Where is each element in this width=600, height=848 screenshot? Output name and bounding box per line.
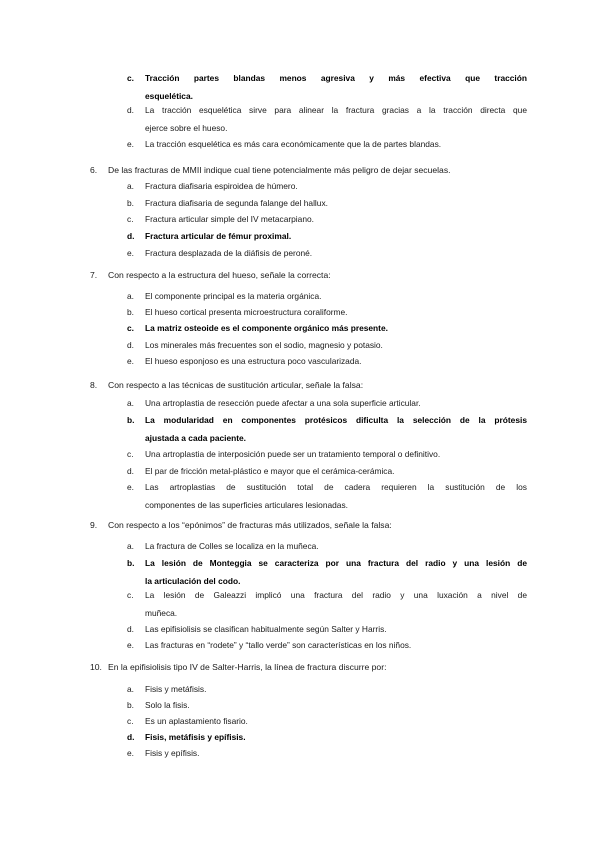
option-letter: b. [127, 198, 134, 208]
option-text: La lesión de Galeazzi implicó una fractura del radio y una luxación a nivel de [145, 590, 527, 600]
option-text: El hueso cortical presenta microestructura coraliforme. [145, 307, 348, 317]
question-number: 9. [90, 520, 98, 530]
option-text: Solo la fisis. [145, 700, 190, 710]
option-letter: a. [127, 398, 134, 408]
option-text: La matriz osteoide es el componente orgánico más presente. [145, 323, 388, 333]
option-letter: b. [127, 307, 134, 317]
option-text: Las fracturas en “rodete” y “tallo verde” son características en los niños. [145, 640, 412, 650]
option-text: El componente principal es la materia orgánica. [145, 291, 322, 301]
option-text: esquelética. [145, 90, 193, 101]
option-letter: d. [127, 732, 135, 742]
option-text: Una artroplastia de resección puede afectar a una sola superficie articular. [145, 398, 421, 408]
option-letter: c. [127, 214, 134, 224]
option-letter: c. [127, 716, 134, 726]
option-text: Una artroplastia de interposición puede ser un tratamiento temporal o definitivo. [145, 449, 441, 459]
question-number: 6. [90, 165, 98, 175]
option-text: Tracción partes blandas menos agresiva y más efectiva que tracción [145, 73, 527, 83]
option-text: La fractura de Colles se localiza en la muñeca. [145, 541, 319, 551]
option-text: Las epifisiolisis se clasifican habitualmente según Salter y Harris. [145, 624, 387, 634]
option-letter: c. [127, 449, 134, 459]
question-text: Con respecto a los “epónimos” de fracturas más utilizados, señale la falsa: [108, 520, 392, 530]
option-text: La modularidad en componentes protésicos dificulta la selección de la prótesis [145, 415, 527, 425]
option-text: Fractura diafisaria espiroidea de húmero. [145, 181, 298, 191]
option-letter: a. [127, 291, 134, 301]
option-text: Los minerales más frecuentes son el sodio, magnesio y potasio. [145, 340, 383, 350]
option-letter: e. [127, 248, 134, 258]
option-text: Fractura articular de fémur proximal. [145, 231, 292, 241]
question-text: Con respecto a la estructura del hueso, señale la correcta: [108, 270, 331, 280]
question-number: 8. [90, 380, 98, 390]
option-text: componentes de las superficies articulares lesionadas. [145, 499, 348, 510]
option-letter: b. [127, 700, 134, 710]
option-text: La tracción esquelética es más cara económicamente que la de partes blandas. [145, 139, 442, 149]
option-letter: e. [127, 482, 134, 492]
option-text: Fisis y metáfisis. [145, 684, 207, 694]
question-text: De las fracturas de MMII indique cual tiene potencialmente más peligro de dejar secuelas. [108, 165, 451, 175]
option-letter: a. [127, 181, 134, 191]
option-letter: d. [127, 340, 134, 350]
option-text: ajustada a cada paciente. [145, 432, 247, 443]
option-text: La lesión de Monteggia se caracteriza por una fractura del radio y una lesión de [145, 558, 527, 568]
option-text: La tracción esquelética sirve para alinear la fractura gracias a la tracción directa que [145, 105, 527, 115]
option-text: Fisis y epífisis. [145, 748, 200, 758]
question-text: Con respecto a las técnicas de sustitución articular, señale la falsa: [108, 380, 364, 390]
option-letter: c. [127, 73, 134, 83]
question-text: En la epifisiolisis tipo IV de Salter-Harris, la línea de fractura discurre por: [108, 662, 387, 672]
question-number: 7. [90, 270, 98, 280]
option-letter: e. [127, 356, 134, 366]
option-letter: a. [127, 541, 134, 551]
option-letter: d. [127, 231, 135, 241]
option-text: El hueso esponjoso es una estructura poco vascularizada. [145, 356, 362, 366]
option-letter: e. [127, 748, 134, 758]
option-text: Las artroplastias de sustitución total de cadera requieren la sustitución de los [145, 482, 527, 492]
option-text: Fractura desplazada de la diáfisis de peroné. [145, 248, 313, 258]
option-letter: c. [127, 323, 134, 333]
option-letter: d. [127, 466, 134, 476]
option-letter: c. [127, 590, 134, 600]
option-letter: a. [127, 684, 134, 694]
option-text: ejerce sobre el hueso. [145, 122, 228, 133]
option-letter: b. [127, 558, 135, 568]
option-text: la articulación del codo. [145, 575, 241, 586]
option-letter: e. [127, 640, 134, 650]
question-number: 10. [90, 662, 102, 672]
option-letter: b. [127, 415, 135, 425]
option-letter: d. [127, 624, 134, 634]
option-text: Fractura diafisaria de segunda falange del hallux. [145, 198, 328, 208]
option-text: El par de fricción metal-plástico e mayor que el cerámica-cerámica. [145, 466, 395, 476]
option-text: Fisis, metáfisis y epífisis. [145, 732, 246, 742]
option-letter: d. [127, 105, 134, 115]
option-text: muñeca. [145, 607, 178, 618]
option-text: Es un aplastamiento fisario. [145, 716, 248, 726]
option-letter: e. [127, 139, 134, 149]
option-text: Fractura articular simple del IV metacarpiano. [145, 214, 314, 224]
